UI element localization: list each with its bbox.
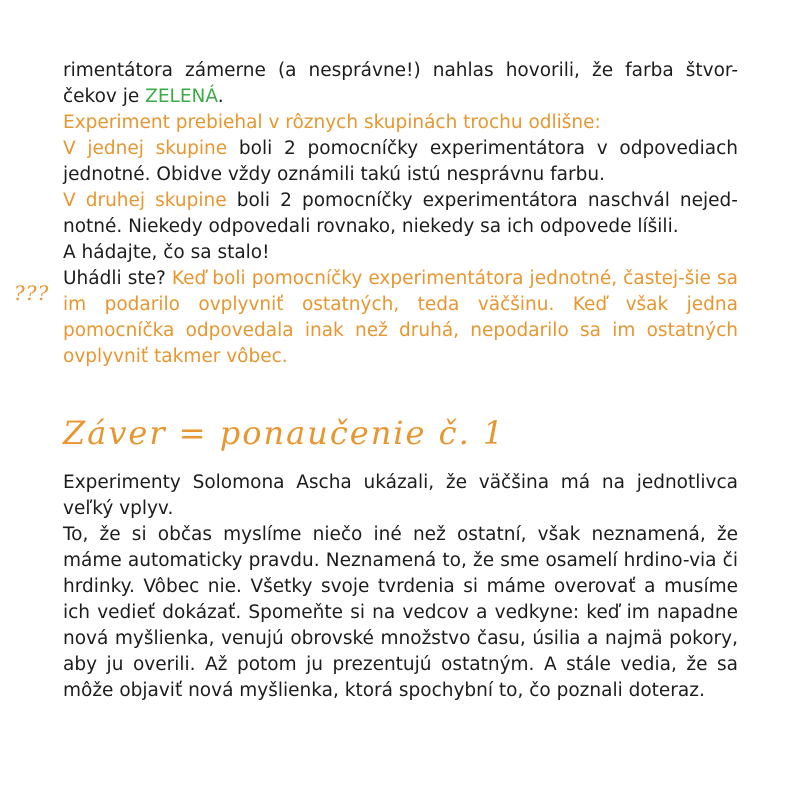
answer-paragraph xyxy=(63,266,738,370)
story-section xyxy=(63,58,738,370)
intro-paragraph xyxy=(63,58,738,110)
question-marks-marker: ??? xyxy=(14,281,50,305)
conclusion-paragraph-1: Experimenty Solomona Ascha ukázali, že väčšina má na jednotlivca veľký vplyv. xyxy=(63,472,738,519)
intro-period: . xyxy=(217,86,224,107)
group1-text: boli 2 pomocníčky experimentátora v odpovediach jednotné. Obidve vždy oznámili takú istú nesprávnu farbu. xyxy=(63,138,738,185)
guess-prompt: A hádajte, čo sa stalo! xyxy=(63,242,270,263)
conclusion-paragraph-2: To, že si občas myslíme niečo iné než ostatní, však neznamená, že máme automaticky pravdu. Neznamená to, že sme osamelí hrdino-via či hrdinky. Vôbec nie. Všetky svoje tvrdenia si máme overovať a musíme ich vedieť dokázať. Spomeňte si na vedcov a vedkyne: keď im napadne nová myšlienka, venujú obrovské množstvo času, úsilia a najmä pokory, aby ju overili. Až potom ju prezentujú ostatným. A stále vedia, že sa môže objaviť nová myšlienka, ktorá spochybní to, čo poznali doteraz. xyxy=(63,524,738,701)
conclusion-heading: Záver = ponaučenie č. 1 xyxy=(63,414,506,452)
conclusion-section xyxy=(63,470,738,704)
answer-lead: Uhádli ste? xyxy=(63,268,166,289)
color-word-green: ZELENÁ xyxy=(145,86,218,107)
intro-text: rimentátora zámerne (a nesprávne!) nahlas hovorili, že farba štvor-čekov je xyxy=(63,60,738,107)
group2-lead: V druhej skupine xyxy=(63,190,227,211)
answer-text: Keď boli pomocníčky experimentátora jednotné, častej-šie sa im podarilo ovplyvniť ostatných, teda väčšinu. Keď však jedna pomocníčka odpovedala inak než druhá, nepodarilo sa im ostatných ovplyvniť takmer vôbec. xyxy=(63,268,738,367)
group2-text: boli 2 pomocníčky experimentátora naschvál nejed-notné. Niekedy odpovedali rovnako, niekedy sa ich odpovede líšili. xyxy=(63,190,738,237)
group1-lead: V jednej skupine xyxy=(63,138,228,159)
group1-paragraph xyxy=(63,136,738,188)
experiment-variation-line: Experiment prebiehal v rôznych skupinách trochu odlišne: xyxy=(63,112,601,133)
group2-paragraph xyxy=(63,188,738,240)
